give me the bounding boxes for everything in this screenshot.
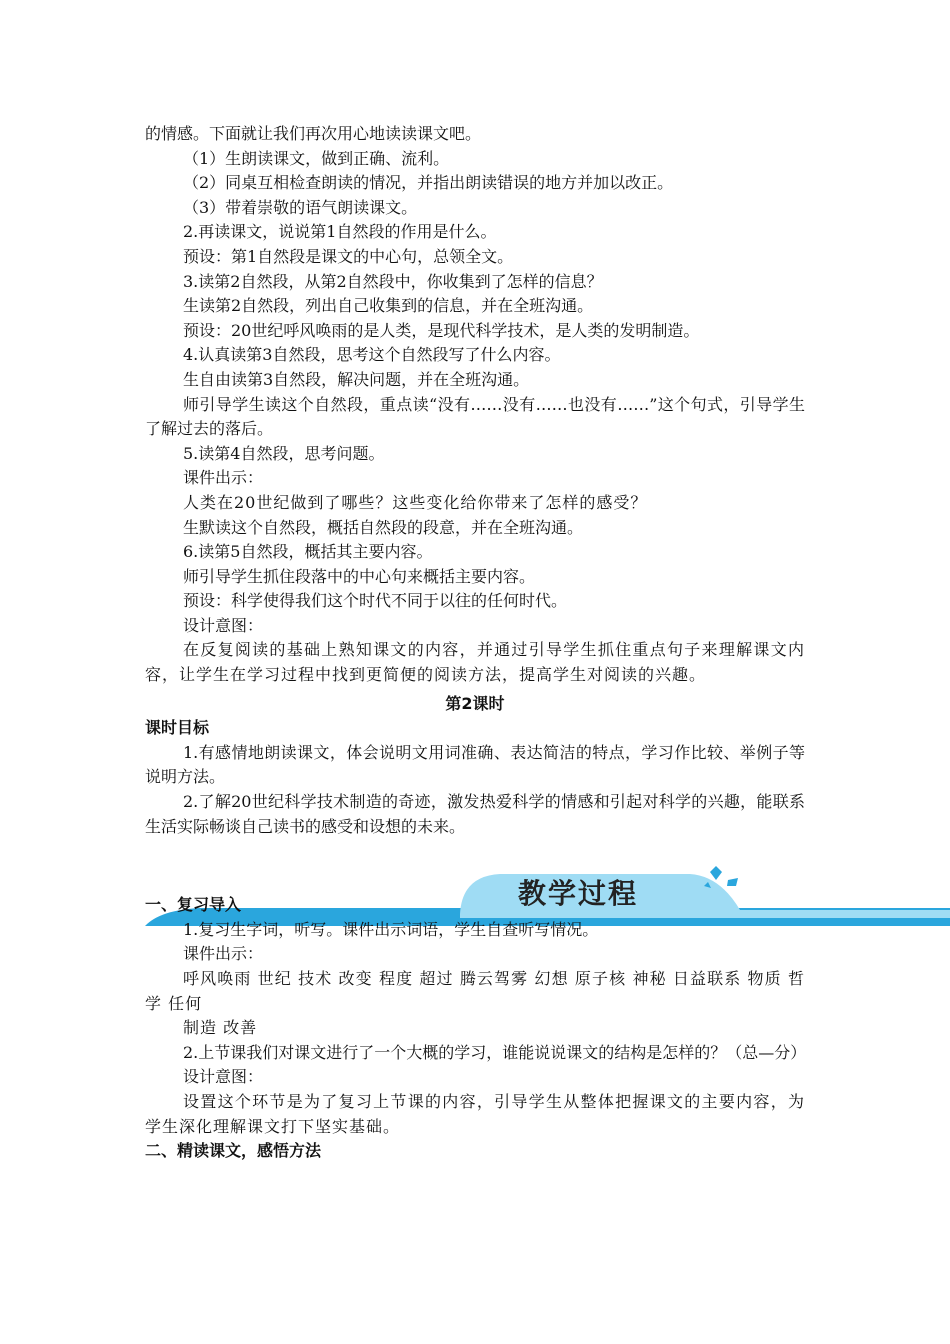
- text-line: 人类在20世纪做到了哪些？这些变化给你带来了怎样的感受？: [183, 492, 648, 512]
- text-line: 的情感。下面就让我们再次用心地读读课文吧。: [145, 124, 482, 143]
- word-list: 呼风唤雨 世纪 技术 改变 程度 超过 腾云驾雾 幻想 原子核 神秘 日益联系 物质 哲学 任何: [145, 969, 805, 1013]
- text-line: 生自由读第3自然段，解决问题，并在全班沟通。: [183, 369, 530, 389]
- text-line: 6.读第5自然段，概括其主要内容。: [183, 542, 433, 562]
- goal-item: 1.有感情地朗读课文，体会说明文用词准确、表达简洁的特点，学习作比较、举例子等说明方法。: [145, 742, 805, 787]
- text-line: 3.读第2自然段，从第2自然段中，你收集到了怎样的信息？: [183, 271, 603, 291]
- text-line: 4.认真读第3自然段，思考这个自然段写了什么内容。: [183, 345, 561, 365]
- section-heading-close-reading: 二、精读课文，感悟方法: [145, 1141, 322, 1161]
- word-list: 制造 改善: [183, 1018, 258, 1038]
- text-paragraph: 2.上节课我们对课文进行了一个大概的学习，谁能说说课文的结构是怎样的？（总—分）: [183, 1042, 807, 1062]
- text-line: 设计意图：: [183, 1067, 264, 1087]
- text-line: （1）生朗读课文，做到正确、流利。: [183, 148, 450, 168]
- goals-heading: 课时目标: [145, 718, 210, 738]
- text-line: 设计意图：: [183, 615, 264, 635]
- text-line: （3）带着崇敬的语气朗读课文。: [183, 197, 418, 217]
- text-line: 预设：第1自然段是课文的中心句，总领全文。: [183, 246, 514, 266]
- design-intent-paragraph: 在反复阅读的基础上熟知课文的内容，并通过引导学生抓住重点句子来理解课文内容，让学生在学习过程中找到更简便的阅读方法，提高学生对阅读的兴趣。: [145, 640, 805, 685]
- design-intent-paragraph: 设置这个环节是为了复习上节课的内容，引导学生从整体把握课文的主要内容，为学生深化理解课文打下坚实基础。: [145, 1091, 805, 1136]
- text-line: 师引导学生抓住段落中的中心句来概括主要内容。: [183, 566, 536, 586]
- text-paragraph: 师引导学生读这个自然段，重点读“没有……没有……也没有……”这个句式，引导学生了解过去的落后。: [145, 394, 805, 439]
- text-line: 预设：科学使得我们这个时代不同于以往的任何时代。: [183, 591, 568, 611]
- banner-title: 教学过程: [518, 877, 639, 910]
- text-line: 生读第2自然段，列出自己收集到的信息，并在全班沟通。: [183, 296, 594, 316]
- lesson-title: 第2课时: [445, 693, 505, 713]
- goal-item: 2.了解20世纪科学技术制造的奇迹，激发热爱科学的情感和引起对科学的兴趣，能联系生活实际畅谈自己读书的感受和设想的未来。: [145, 792, 805, 836]
- main-content: [145, 122, 805, 1164]
- text-line: 5.读第4自然段，思考问题。: [183, 443, 385, 463]
- text-line: （2）同桌互相检查朗读的情况，并指出朗读错误的地方并加以改正。: [183, 173, 674, 193]
- text-line: 预设：20世纪呼风唤雨的是人类，是现代科学技术，是人类的发明制造。: [183, 320, 700, 340]
- text-line: 课件出示：: [183, 468, 264, 488]
- banner-spacer: [145, 841, 805, 893]
- text-line: 课件出示：: [183, 944, 264, 964]
- text-line: 2.再读课文，说说第1自然段的作用是什么。: [183, 222, 497, 242]
- text-line: 1.复习生字词，听写。课件出示词语，学生自查听写情况。: [183, 919, 599, 939]
- section-heading-review: 一、复习导入: [145, 895, 242, 915]
- text-line: 生默读这个自然段，概括自然段的段意，并在全班沟通。: [183, 517, 584, 537]
